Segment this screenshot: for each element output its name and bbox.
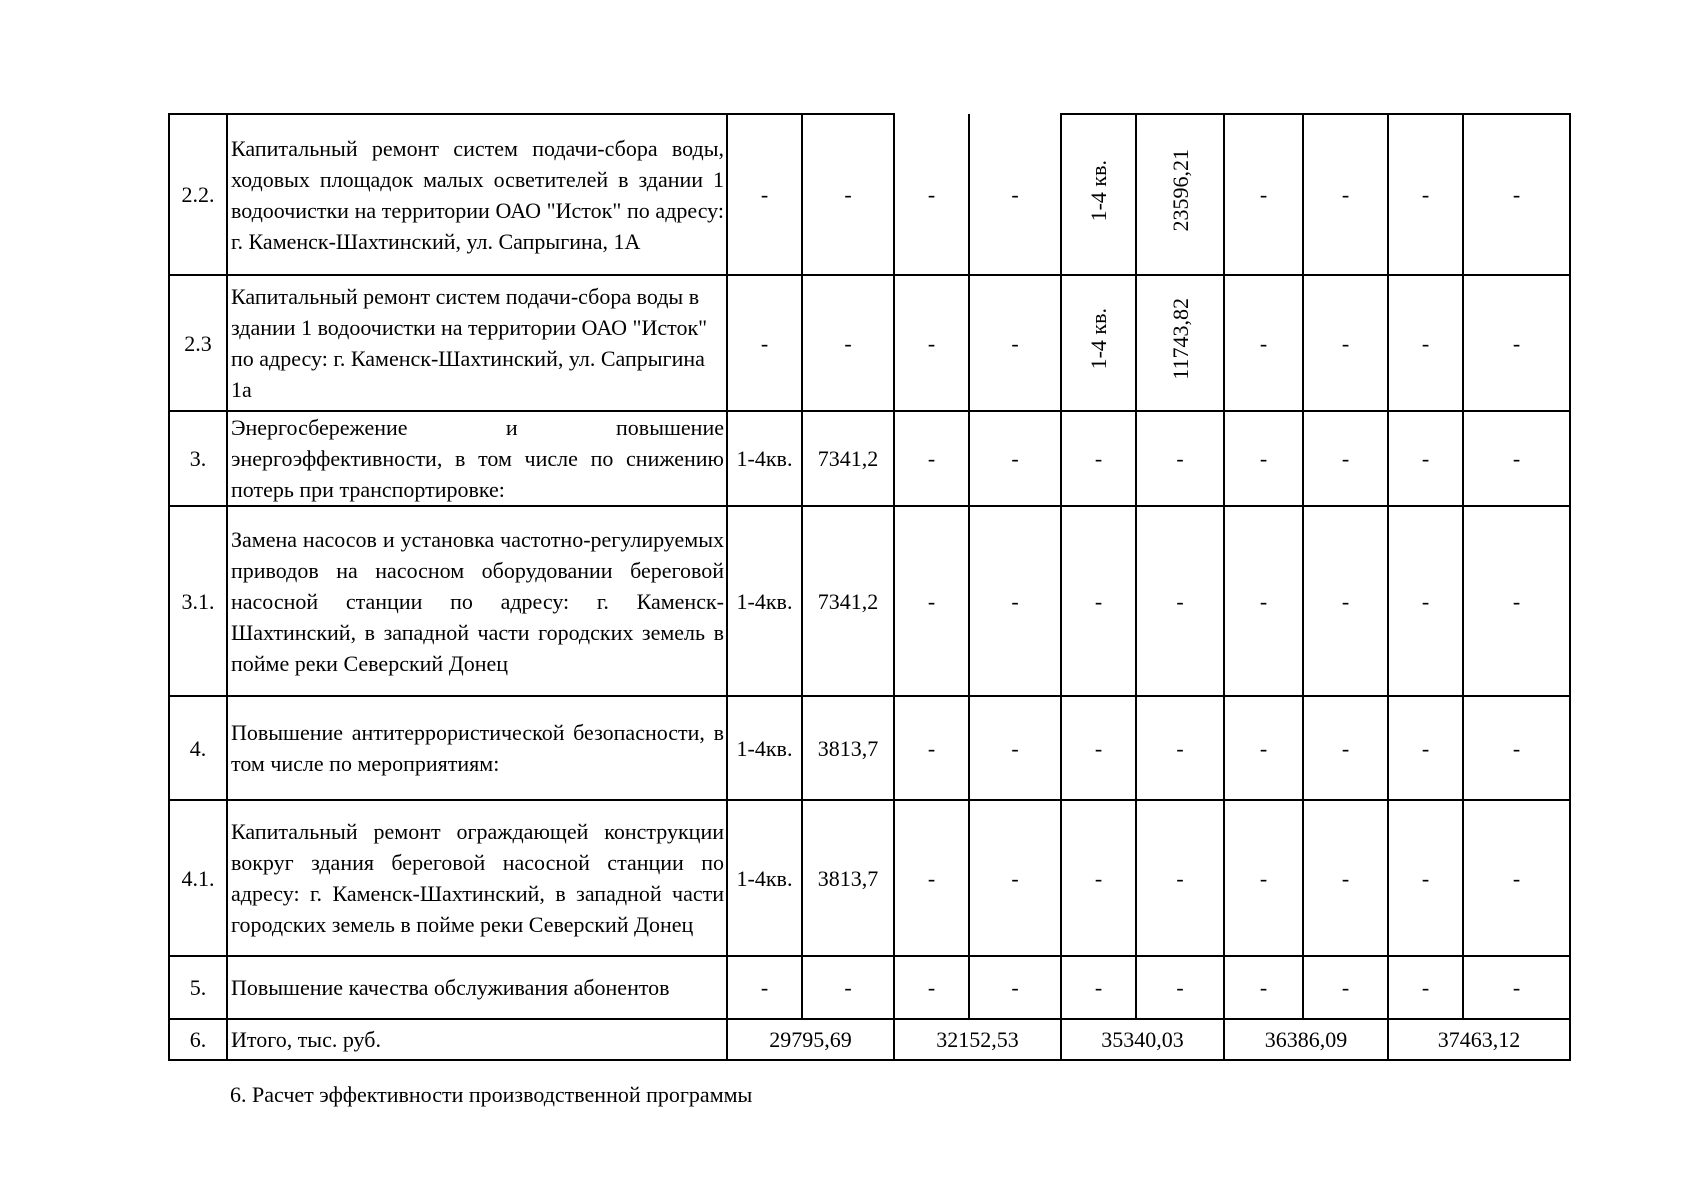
table-cell: - [1136, 956, 1224, 1019]
table-cell: - [1136, 506, 1224, 696]
table-cell-vertical [1136, 114, 1224, 275]
table-cell: - [1061, 506, 1136, 696]
table-cell: - [894, 114, 969, 275]
table-cell: - [1303, 800, 1388, 956]
table-row [169, 411, 1570, 506]
investment-program-table [168, 113, 1571, 1061]
table-cell: - [1388, 114, 1463, 275]
table-row [169, 696, 1570, 800]
row-description: Повышение антитеррористической безопасности, в том числе по мероприятиям: [227, 696, 727, 800]
table-cell: - [1303, 956, 1388, 1019]
row-description: Энергосбережение и повышение энергоэффективности, в том числе по снижению потерь при транспортировке: [227, 411, 727, 506]
table-cell: - [1388, 956, 1463, 1019]
table-cell: - [1224, 800, 1303, 956]
table-cell: - [802, 956, 894, 1019]
total-value: 36386,09 [1224, 1019, 1388, 1060]
table-cell: 1-4кв. [727, 411, 802, 506]
table-cell: - [1061, 696, 1136, 800]
row-description: Замена насосов и установка частотно-регулируемых приводов на насосном оборудовании береговой насосной станции по адресу: г. Каменск-Шахтинский, в западной части городских земель в пойме реки Северский Донец [227, 506, 727, 696]
table-cell: 7341,2 [802, 506, 894, 696]
row-number: 4. [169, 696, 227, 800]
table-cell: - [969, 696, 1061, 800]
table-cell: - [802, 275, 894, 411]
table-cell: - [969, 114, 1061, 275]
table-cell: - [894, 506, 969, 696]
row-number: 4.1. [169, 800, 227, 956]
table-cell: - [969, 506, 1061, 696]
total-value: 32152,53 [894, 1019, 1061, 1060]
table-cell: - [1061, 800, 1136, 956]
table-cell: - [1224, 506, 1303, 696]
table-cell: - [802, 114, 894, 275]
table-cell-vertical [1136, 275, 1224, 411]
row-number: 2.2. [169, 114, 227, 275]
table-cell: - [894, 800, 969, 956]
table-cell: - [894, 411, 969, 506]
table-cell: - [1224, 275, 1303, 411]
row-description: Капитальный ремонт систем подачи-сбора воды в здании 1 водоочистки на территории ОАО "Исток" по адресу: г. Каменск-Шахтинский, ул. Сапрыгина 1а [227, 275, 727, 411]
table-cell: - [1388, 696, 1463, 800]
table-cell: - [969, 275, 1061, 411]
total-value: 37463,12 [1388, 1019, 1570, 1060]
table-cell: 7341,2 [802, 411, 894, 506]
table-cell: - [1388, 275, 1463, 411]
row-number: 6. [169, 1019, 227, 1060]
table-cell: - [727, 956, 802, 1019]
table-cell: - [1136, 800, 1224, 956]
table-cell: - [727, 114, 802, 275]
table-cell: - [1303, 506, 1388, 696]
table-cell-vertical [1061, 114, 1136, 275]
table-cell: - [1463, 275, 1570, 411]
table-cell: - [1388, 506, 1463, 696]
vertical-cell-text: 1-4 кв. [1086, 159, 1111, 222]
table-row [169, 114, 1570, 275]
total-row [169, 1019, 1570, 1060]
row-description: Повышение качества обслуживания абонентов [227, 956, 727, 1019]
table-cell: - [727, 275, 802, 411]
table-cell: - [969, 956, 1061, 1019]
table-cell: - [1061, 411, 1136, 506]
table-cell: - [1463, 800, 1570, 956]
table-cell: - [1224, 114, 1303, 275]
table-cell: - [1303, 275, 1388, 411]
row-number: 3. [169, 411, 227, 506]
table-cell: - [1061, 956, 1136, 1019]
table-cell: - [1388, 800, 1463, 956]
table-cell: - [894, 956, 969, 1019]
table-row [169, 506, 1570, 696]
table-cell: - [894, 275, 969, 411]
table-cell: - [894, 696, 969, 800]
table-cell: - [969, 800, 1061, 956]
table-cell: - [1224, 956, 1303, 1019]
table-cell: - [1303, 411, 1388, 506]
table-cell: - [969, 411, 1061, 506]
table-row [169, 275, 1570, 411]
vertical-cell-text: 11743,82 [1167, 298, 1193, 380]
table-cell: 3813,7 [802, 696, 894, 800]
table-cell: 3813,7 [802, 800, 894, 956]
total-value: 29795,69 [727, 1019, 894, 1060]
table-cell: 1-4кв. [727, 800, 802, 956]
table-cell-vertical [1061, 275, 1136, 411]
table-cell: - [1463, 956, 1570, 1019]
table-row [169, 956, 1570, 1019]
table-cell: 1-4кв. [727, 696, 802, 800]
vertical-cell-text: 23596,21 [1167, 149, 1193, 232]
table-cell: - [1463, 411, 1570, 506]
total-value: 35340,03 [1061, 1019, 1224, 1060]
table-cell: - [1463, 506, 1570, 696]
table-row [169, 800, 1570, 956]
table-cell: - [1136, 696, 1224, 800]
vertical-cell-text: 1-4 кв. [1086, 308, 1111, 370]
table-cell: 1-4кв. [727, 506, 802, 696]
table-cell: - [1463, 696, 1570, 800]
table-cell: - [1463, 114, 1570, 275]
row-number: 5. [169, 956, 227, 1019]
total-label: Итого, тыс. руб. [227, 1019, 727, 1060]
table-cell: - [1303, 114, 1388, 275]
table-cell: - [1136, 411, 1224, 506]
row-number: 3.1. [169, 506, 227, 696]
table-cell: - [1224, 411, 1303, 506]
row-description: Капитальный ремонт ограждающей конструкции вокруг здания береговой насосной станции по адресу: г. Каменск-Шахтинский, в западной части городских земель в пойме реки Северский Донец [227, 800, 727, 956]
row-description: Капитальный ремонт систем подачи-сбора воды, ходовых площадок малых осветителей в здании 1 водоочистки на территории ОАО "Исток" по адресу: г. Каменск-Шахтинский, ул. Сапрыгина, 1А [227, 114, 727, 275]
table-cell: - [1224, 696, 1303, 800]
row-number: 2.3 [169, 275, 227, 411]
section-heading: 6. Расчет эффективности производственной программы [230, 1082, 753, 1107]
table-cell: - [1303, 696, 1388, 800]
table-cell: - [1388, 411, 1463, 506]
